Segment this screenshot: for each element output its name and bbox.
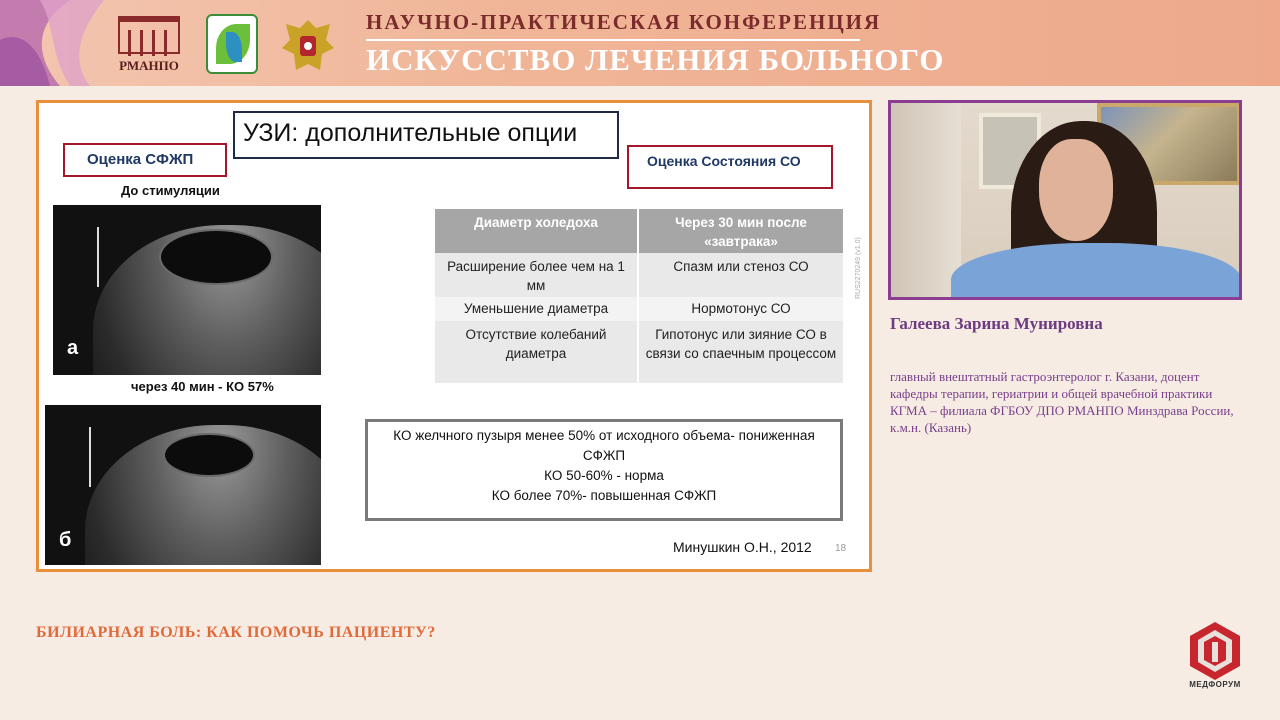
note-line: СФЖП [582,448,626,463]
table-row [435,253,843,297]
presentation-slide [36,100,872,572]
right-red-box [627,145,833,189]
rmapo-logo [112,14,186,76]
ultrasound-image-b [45,405,321,565]
left-red-box [63,143,227,177]
session-topic: БИЛИАРНАЯ БОЛЬ: КАК ПОМОЧЬ ПАЦИЕНТУ? [36,624,436,641]
note-line: КО 50-60% - норма [544,468,664,483]
medforum-logo-icon [1186,620,1244,682]
table-header-cell: Диаметр холедоха [435,209,639,253]
speaker-video [888,100,1242,300]
header-divider [366,39,860,41]
table-cell: Расширение более чем на 1 мм [435,253,639,297]
speaker-face [1039,139,1113,241]
speaker-description: главный внештатный гастроэнтеролог г. Казани, доцент кафедры терапии, гериатрии и общей врачебной практики КГМА – филиала ФГБОУ ДПО РМАНПО Минздрава России, к.м.н. (Казань) [890,369,1234,435]
rmapo-logo-text: РМАНПО [119,58,179,73]
table-row [435,297,843,321]
table-cell: Нормотонус СО [639,297,843,321]
slide-side-code: RUS2270249 (v1.0) [855,237,862,299]
ultrasound-image-a [53,205,321,375]
green-leaf-logo-icon [206,14,258,74]
label-after-40-min: через 40 мин - КО 57% [131,379,274,394]
table-cell: Уменьшение диаметра [435,297,639,321]
slide-page-number: 18 [835,543,847,554]
slide-title: УЗИ: дополнительные опции [243,119,578,147]
image-a-letter: а [67,337,79,359]
note-line: КО желчного пузыря менее 50% от исходного объема- пониженная [393,428,815,443]
conference-header [0,0,1280,86]
double-headed-eagle-emblem-icon [276,14,340,76]
slide-title-box [233,111,619,159]
speaker-name: Галеева Зарина Мунировна [890,314,1103,333]
right-box-label: Оценка Состояния СО [647,153,801,169]
conference-subtitle: НАУЧНО-ПРАКТИЧЕСКАЯ КОНФЕРЕНЦИЯ [366,10,882,34]
medforum-logo-text: МЕДФОРУМ [1189,680,1241,689]
table-cell: Спазм или стеноз СО [639,253,843,297]
label-before-stimulation: До стимуляции [121,183,220,198]
choledochus-table [435,209,843,383]
rmapo-building-icon [118,16,180,54]
gallbladder-shape [159,229,273,285]
decorative-swirl-icon [0,0,104,86]
table-cell: Гипотонус или зияние СО в связи со спаечным процессом [639,321,843,383]
table-row [435,321,843,383]
note-line: КО более 70%- повышенная СФЖП [491,488,717,503]
table-header-row [435,209,843,253]
table-cell: Отсутствие колебаний диаметра [435,321,639,383]
conference-title: ИСКУССТВО ЛЕЧЕНИЯ БОЛЬНОГО [366,42,945,77]
left-box-label: Оценка СФЖП [87,151,194,168]
gallbladder-emptying-note [365,419,843,521]
citation: Минушкин О.Н., 2012 [673,539,812,555]
gallbladder-shape [163,433,255,477]
image-b-letter: б [59,529,72,551]
table-header-cell: Через 30 мин после «завтрака» [639,209,843,253]
